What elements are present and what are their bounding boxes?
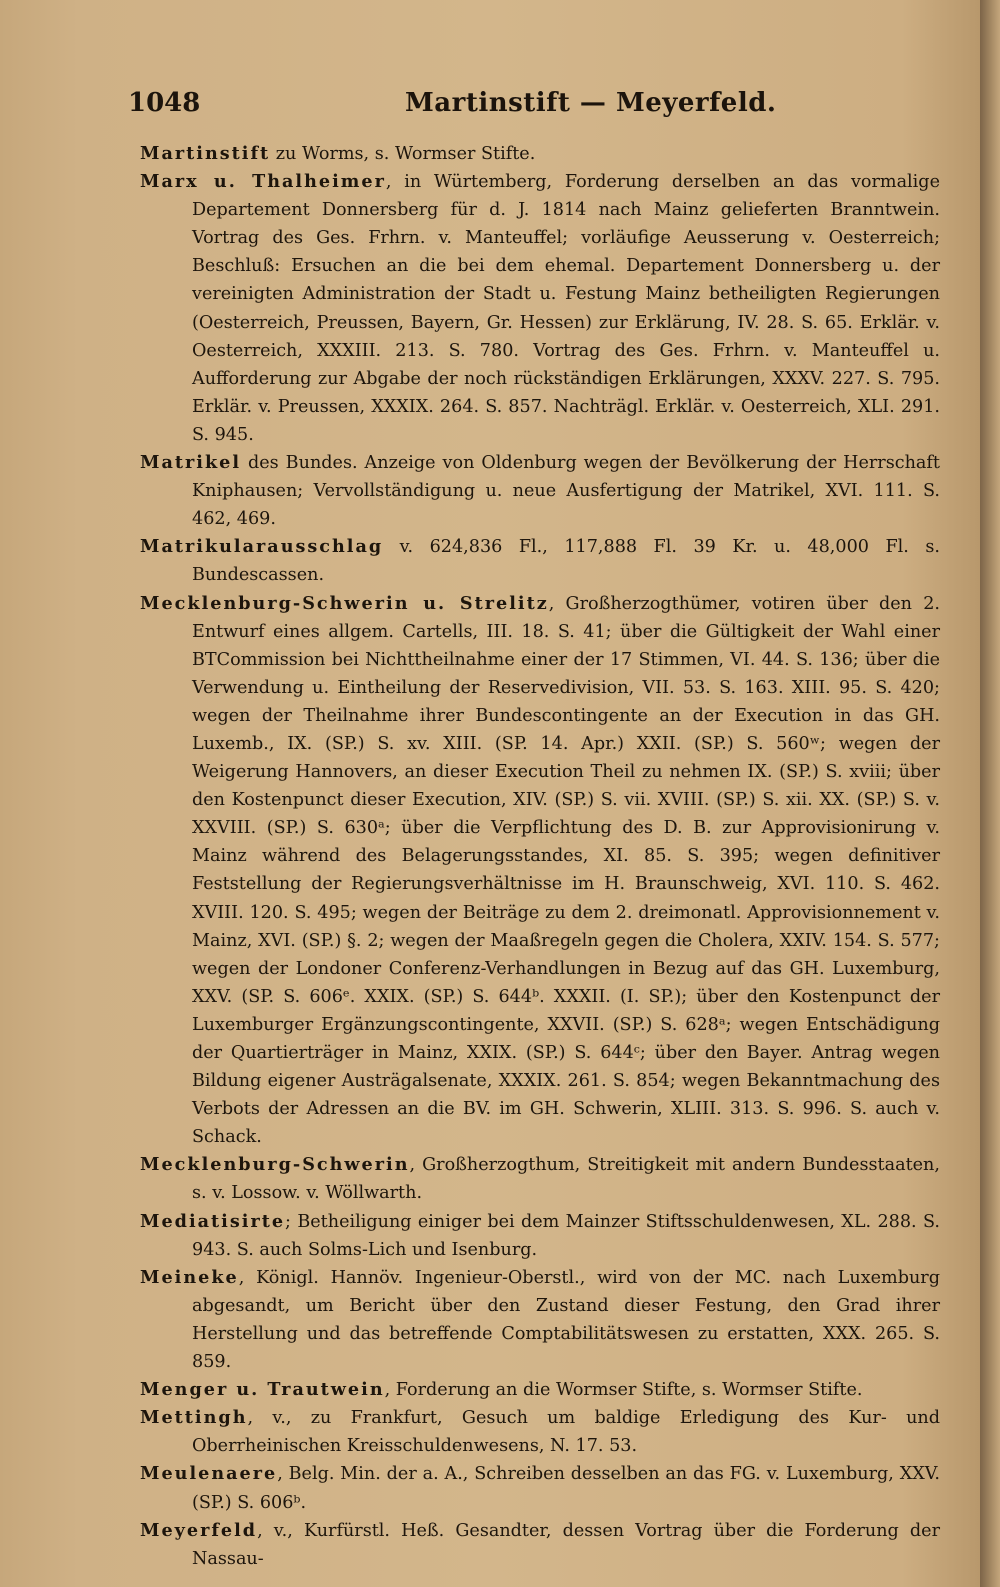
entry-keyword: Meyerfeld — [140, 1519, 258, 1541]
entry-text: des Bundes. Anzeige von Oldenburg wegen der Bevölkerung der Herrschaft Kniphausen; Vervollständigung u. neue Ausfertigung der Matrikel, XVI. 111. S. 462, 469. — [192, 453, 940, 530]
entry-keyword: Menger u. Trautwein — [140, 1379, 385, 1401]
entry-keyword: Meineke — [140, 1266, 239, 1288]
entry-keyword: Marx u. Thalheimer — [140, 171, 386, 193]
entry-keyword: Martinstift — [140, 143, 271, 164]
entry-text: , v., Kurfürstl. Heß. Gesandter, dessen Vortrag über die Forderung der Nassau- — [192, 1520, 940, 1569]
index-entry — [140, 1460, 940, 1516]
index-entry — [140, 449, 940, 533]
entry-keyword: Meulenaere — [140, 1463, 278, 1485]
index-entry — [140, 168, 940, 449]
book-gutter — [980, 0, 1000, 1587]
entry-text: , Königl. Hannöv. Ingenieur-Oberstl., wird von der MC. nach Luxemburg abgesandt, um Bericht über den Zustand dieser Festung, den Grad ihrer Herstellung und das betreffende Comptabilitätswesen zu erstatten, XXX. 265. S. 859. — [192, 1267, 940, 1373]
entry-text: , Forderung an die Wormser Stifte, s. Wormser Stifte. — [384, 1380, 863, 1401]
entry-text: , Großherzogthümer, votiren über den 2. Entwurf eines allgem. Cartells, III. 18. S. 41; über die Gültigkeit der Wahl einer BTCommission bei Nichttheilnahme einer der 17 Stimmen, VI. 44. S. 136; über die Verwendung u. Eintheilung der Reservedivision, VII. 53. S. 163. XIII. 95. S. 420; wegen der Theilnahme ihrer Bundescontingente an der Execution in das GH. Luxemb., IX. (SP.) S. xv. XIII. (SP. 14. Apr.) XXII. (SP.) S. 560ʷ; wegen der Weigerung Hannovers, an dieser Execution Theil zu nehmen IX. (SP.) S. xviii; über den Kostenpunct dieser Execution, XIV. (SP.) S. vii. XVIII. (SP.) S. xii. XX. (SP.) S. v. XXVIII. (SP.) S. 630ᵃ; über die Verpflichtung des D. B. zur Approvisionirung v. Mainz während des Belagerungsstandes, XI. 85. S. 395; wegen definitiver Feststellung der Regierungsverhältnisse im H. Braunschweig, XVI. 110. S. 462. XVIII. 120. S. 495; wegen der Beiträge zu dem 2. dreimonatl. Approvisionnement v. Mainz, XVI. (SP.) §. 2; wegen der Maaßregeln gegen die Cholera, XXIV. 154. S. 577; wegen der Londoner Conferenz-Verhandlungen in Bezug auf das GH. Luxemburg, XXV. (SP. S. 606ᵉ. XXIX. (SP.) S. 644ᵇ. XXXII. (I. SP.); über den Kostenpunct der Luxemburger Ergänzungscontingente, XXVII. (SP.) S. 628ᵃ; wegen Entschädigung der Quartierträger in Mainz, XXIX. (SP.) S. 644ᶜ; über den Bayer. Antrag wegen Bildung eigener Austrägalsenate, XXXIX. 261. S. 854; wegen Bekanntmachung des Verbots der Adressen an die BV. im GH. Schwerin, XLIII. 313. S. 996. S. auch v. Schack. — [192, 593, 940, 1148]
entry-keyword: Matrikularausschlag — [140, 536, 384, 558]
entry-keyword: Matrikel — [140, 452, 242, 474]
entry-keyword: Mecklenburg-Schwerin u. Strelitz — [140, 592, 549, 614]
running-title: Martinstift — Meyerfeld. — [405, 88, 777, 118]
entry-text: , v., zu Frankfurt, Gesuch um baldige Erledigung des Kur- und Oberrheinischen Kreisschuldenwesens, N. 17. 53. — [192, 1408, 940, 1457]
entry-keyword: Mettingh — [140, 1407, 248, 1429]
entry-keyword: Mediatisirte — [140, 1210, 286, 1232]
index-entry — [140, 1151, 940, 1207]
index-entries — [140, 140, 940, 1573]
index-entry — [140, 1517, 940, 1573]
entry-text: , in Würtemberg, Forderung derselben an das vormalige Departement Donnersberg für d. J. 1814 nach Mainz gelieferten Branntwein. Vortrag des Ges. Frhrn. v. Manteuffel; vorläufige Aeusserung v. Oesterreich; Beschluß: Ersuchen an die bei dem ehemal. Departement Donnersberg u. der vereinigten Administration der Stadt u. Festung Mainz betheiligten Regierungen (Oesterreich, Preussen, Bayern, Gr. Hessen) zur Erklärung, IV. 28. S. 65. Erklär. v. Oesterreich, XXXIII. 213. S. 780. Vortrag des Ges. Frhrn. v. Manteuffel u. Aufforderung zur Abgabe der noch rückständigen Erklärungen, XXXV. 227. S. 795. Erklär. v. Preussen, XXXIX. 264. S. 857. Nachträgl. Erklär. v. Oesterreich, XLI. 291. S. 945. — [192, 172, 940, 445]
entry-keyword: Mecklenburg-Schwerin — [140, 1154, 410, 1176]
index-entry — [140, 533, 940, 589]
entry-text: , Belg. Min. der a. A., Schreiben desselben an das FG. v. Luxemburg, XXV. (SP.) S. 606ᵇ. — [192, 1464, 940, 1513]
page-number: 1048 — [128, 88, 201, 118]
index-entry — [140, 140, 940, 168]
index-entry — [140, 1208, 940, 1264]
entry-text: ; Betheiligung einiger bei dem Mainzer Stiftsschuldenwesen, XL. 288. S. 943. S. auch Solms-Lich und Isenburg. — [192, 1211, 940, 1260]
index-entry — [140, 1264, 940, 1376]
page-header — [120, 88, 940, 128]
index-entry — [140, 1404, 940, 1460]
entry-text: zu Worms, s. Wormser Stifte. — [270, 144, 536, 164]
entry-text: , Großherzogthum, Streitigkeit mit andern Bundesstaaten, s. v. Lossow. v. Wöllwarth. — [192, 1155, 940, 1204]
index-entry — [140, 1376, 940, 1404]
entry-text: v. 624,836 Fl., 117,888 Fl. 39 Kr. u. 48,000 Fl. s. Bundescassen. — [192, 537, 940, 586]
index-entry — [140, 590, 940, 1152]
